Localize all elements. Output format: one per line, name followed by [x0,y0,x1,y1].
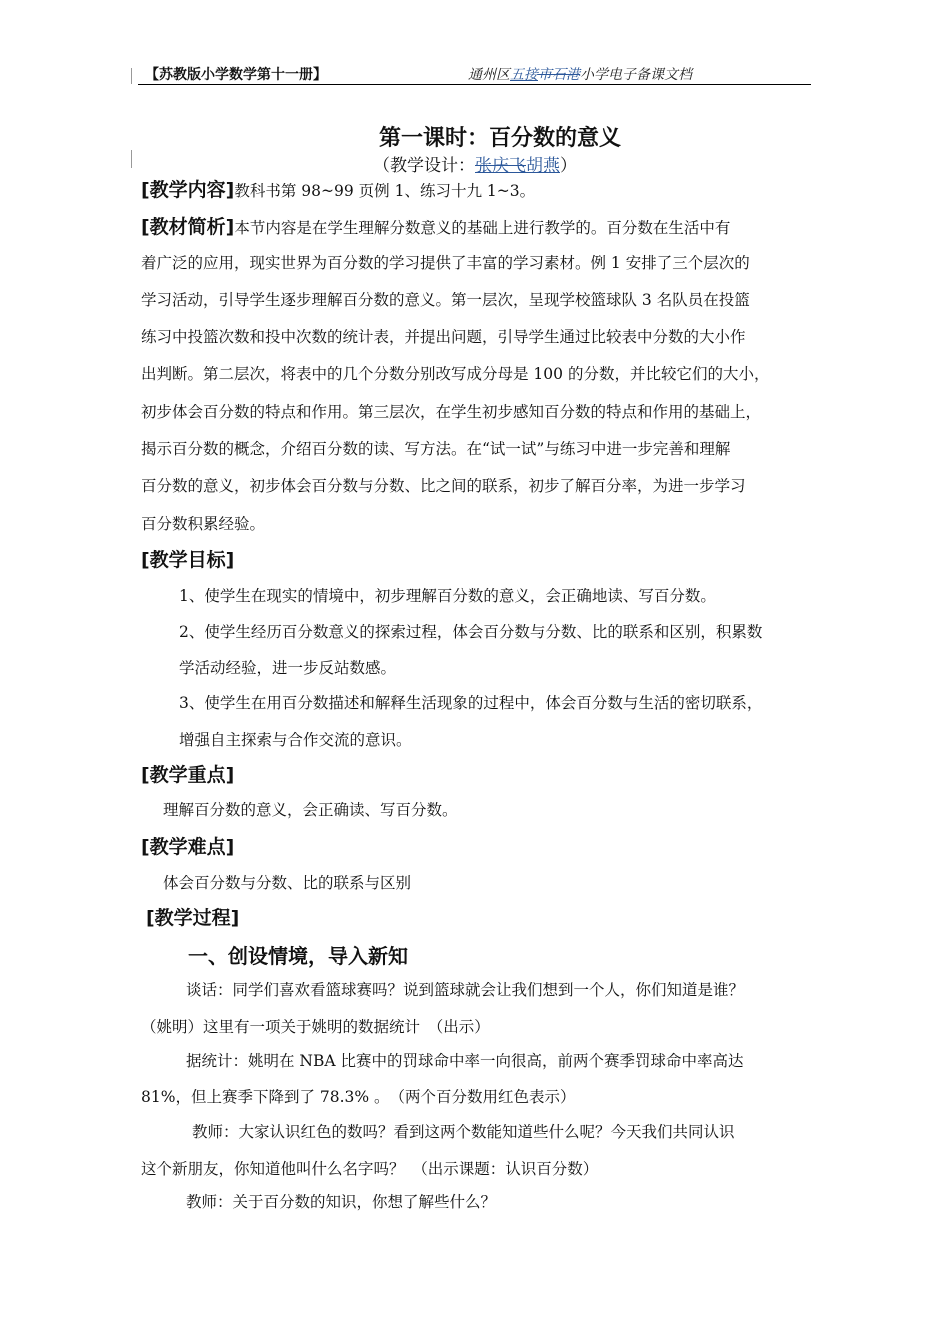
header-right-mark1: 五接 [510,67,538,83]
analysis-line-5: 出判断。第二层次，将表中的几个分数分别改写成分母是 100 的分数，并比较它们的大小， [141,365,770,383]
goals-heading: [教学目标] [141,549,235,571]
key-text: 理解百分数的意义，会正确读、写百分数。 [163,801,458,819]
analysis-line-8: 百分数的意义，初步体会百分数与分数、比之间的联系，初步了解百分率，为进一步学习 [141,477,746,495]
page-subtitle [0,151,950,176]
subtitle-author-2: 胡燕 [526,156,560,176]
subtitle-prefix: （教学设计： [373,156,475,176]
content-line [141,175,535,202]
process-line-3: 据统计：姚明在 NBA 比赛中的罚球命中率一向很高，前两个赛季罚球命中率高达 [186,1052,744,1070]
subtitle-author-1: 张庆飞 [475,156,526,176]
page-title: 第一课时：百分数的意义 [378,126,621,151]
analysis-line-3: 学习活动，引导学生逐步理解百分数的意义。第一层次，呈现学校篮球队 3 名队员在投篮 [141,291,750,309]
header-right-mark2: 市石港 [538,67,580,83]
header-right-prefix: 通州区 [468,67,510,83]
section-heading-1: 一、创设情境，导入新知 [188,944,408,968]
goal-line-1: 1、使学生在现实的情境中，初步理解百分数的意义，会正确地读、写百分数。 [179,587,716,605]
goal-line-3: 学活动经验，进一步反站数感。 [179,659,397,677]
header-left: 【苏教版小学数学第十一册】 [145,67,327,83]
analysis-line-2: 着广泛的应用，现实世界为百分数的学习提供了丰富的学习素材。例 1 安排了三个层次的 [141,254,750,272]
analysis-heading: [教材简析] [141,216,235,238]
process-line-6: 这个新朋友，你知道他叫什么名字吗？ （出示课题：认识百分数） [141,1160,599,1178]
process-line-5: 教师：大家认识红色的数吗？看到这两个数能知道些什么呢？今天我们共同认识 [192,1123,735,1141]
process-heading: [教学过程] [146,907,240,929]
header-rule [138,84,811,85]
analysis-line-6: 初步体会百分数的特点和作用。第三层次，在学生初步感知百分数的特点和作用的基础上， [141,403,762,421]
goal-line-2: 2、使学生经历百分数意义的探索过程，体会百分数与分数、比的联系和区别，积累数 [179,623,763,641]
content-text: 教科书第 98~99 页例 1、练习十九 1~3。 [234,182,536,200]
analysis-text-1: 本节内容是在学生理解分数意义的基础上进行教学的。百分数在生活中有 [234,219,731,237]
analysis-line-9: 百分数积累经验。 [141,515,266,533]
analysis-line-7: 揭示百分数的概念，介绍百分数的读、写方法。在“试一试”与练习中进一步完善和理解 [141,440,731,458]
margin-mark [131,68,132,84]
analysis-line-4: 练习中投篮次数和投中次数的统计表，并提出问题，引导学生通过比较表中分数的大小作 [141,328,746,346]
process-line-7: 教师：关于百分数的知识，你想了解些什么？ [186,1193,497,1211]
subtitle-suffix: ） [560,156,577,176]
header-right-suffix: 小学电子备课文档 [580,67,692,83]
goal-line-4: 3、使学生在用百分数描述和解释生活现象的过程中，体会百分数与生活的密切联系， [179,694,763,712]
difficulty-text: 体会百分数与分数、比的联系与区别 [163,874,412,892]
difficulty-heading: [教学难点] [141,836,235,858]
goal-line-5: 增强自主探索与合作交流的意识。 [179,731,412,749]
header-right [468,64,692,84]
analysis-line-1 [141,212,730,239]
content-heading: [教学内容] [141,179,235,201]
process-line-4: 81%，但上赛季下降到了 78.3% 。 （两个百分数用红色表示） [141,1088,576,1106]
key-heading: [教学重点] [141,764,235,786]
process-line-1: 谈话：同学们喜欢看篮球赛吗？说到篮球就会让我们想到一个人，你们知道是谁？ [186,981,745,999]
process-line-2: （姚明）这里有一项关于姚明的数据统计 （出示） [141,1018,490,1036]
